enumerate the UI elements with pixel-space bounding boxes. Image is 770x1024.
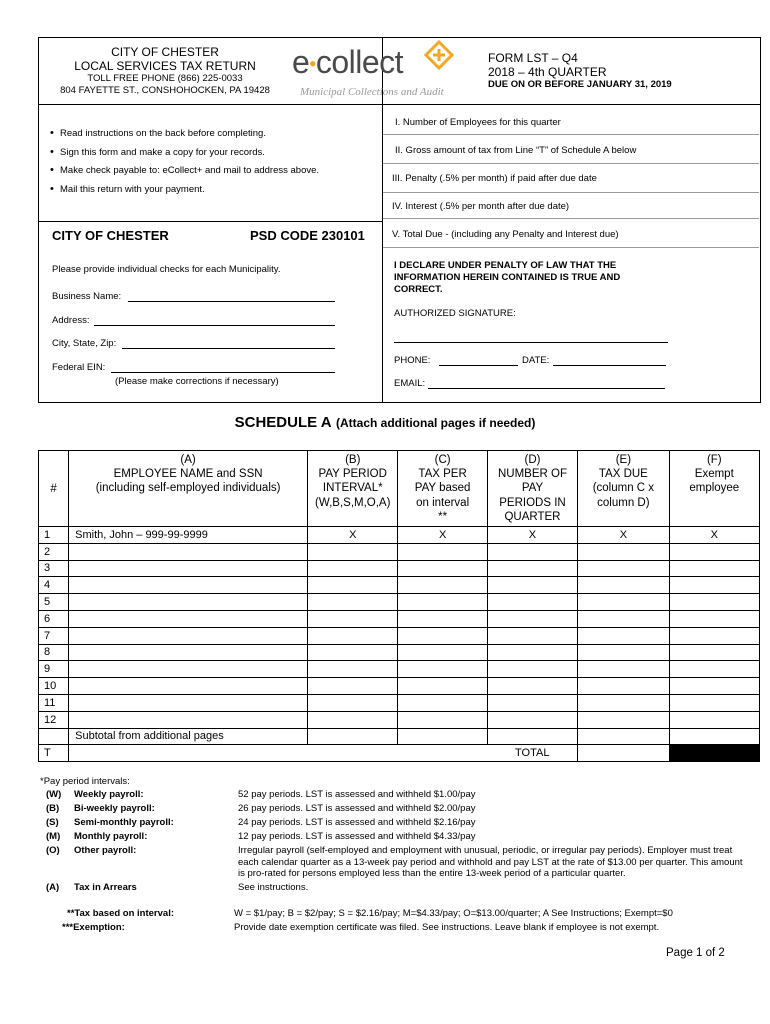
schedule-a-table xyxy=(38,450,760,762)
row-number: 10 xyxy=(39,678,69,695)
city-state-zip-field[interactable] xyxy=(122,348,335,349)
tax-due-cell[interactable]: X xyxy=(578,527,669,544)
signature-field[interactable] xyxy=(394,342,668,343)
schedule-title xyxy=(0,414,770,432)
declaration-text: I DECLARE UNDER PENALTY OF LAW THAT THE INFORMATION HEREIN CONTAINED IS TRUE AND CORRECT. xyxy=(394,260,621,295)
corrections-note: (Please make corrections if necessary) xyxy=(115,376,279,387)
tax-per-pay-cell[interactable]: X xyxy=(398,527,487,544)
legend-heading: *Pay period intervals: xyxy=(40,776,130,787)
col-header-tax-due: (E) TAX DUE (column C x column D) xyxy=(578,451,669,527)
municipality-name: CITY OF CHESTER xyxy=(52,228,169,243)
pay-periods-cell[interactable]: X xyxy=(487,527,577,544)
subtotal-cell[interactable] xyxy=(578,728,669,745)
summary-interest[interactable]: IV. Interest (.5% per month after due date) xyxy=(392,201,570,212)
subtotal-cell[interactable] xyxy=(308,728,398,745)
interval-cell[interactable] xyxy=(308,711,398,728)
exempt-cell[interactable] xyxy=(669,560,759,577)
legend-code: (S) xyxy=(46,817,59,828)
instruction-item: • Sign this form and make a copy for your records. xyxy=(38,147,378,166)
signature-label: AUTHORIZED SIGNATURE: xyxy=(394,308,516,319)
summary-employees[interactable]: I. Number of Employees for this quarter xyxy=(395,117,561,128)
total-row-id: T xyxy=(39,745,69,762)
legend-desc: 24 pay periods. LST is assessed and withheld $2.16/pay xyxy=(238,817,476,828)
legend-code: (B) xyxy=(46,803,60,814)
tax-per-pay-cell[interactable] xyxy=(398,661,487,678)
interval-cell[interactable] xyxy=(308,560,398,577)
table-row xyxy=(39,594,760,611)
email-field[interactable] xyxy=(428,388,665,389)
total-row xyxy=(39,745,760,762)
tax-per-pay-cell[interactable] xyxy=(398,543,487,560)
instruction-item: • Read instructions on the back before completing. xyxy=(38,128,378,147)
subtotal-cell[interactable] xyxy=(487,728,577,745)
table-row xyxy=(39,627,760,644)
tax-interval-label: **Tax based on interval: xyxy=(67,908,174,919)
legend-code: (W) xyxy=(46,789,62,800)
legend-name: Weekly payroll: xyxy=(74,789,144,800)
instruction-item: • Make check payable to: eCollect+ and mail to address above. xyxy=(38,165,378,184)
legend-desc: 12 pay periods. LST is assessed and withheld $4.33/pay xyxy=(238,831,476,842)
tax-due-cell[interactable] xyxy=(578,577,669,594)
exempt-cell[interactable]: X xyxy=(669,527,759,544)
exemption-label: ***Exemption: xyxy=(62,922,125,933)
pay-periods-cell[interactable] xyxy=(487,610,577,627)
tax-per-pay-cell[interactable] xyxy=(398,678,487,695)
summary-line-sep xyxy=(383,134,759,135)
tax-due-cell[interactable] xyxy=(578,594,669,611)
employee-name-cell[interactable] xyxy=(69,627,308,644)
row-number: 3 xyxy=(39,560,69,577)
ecollect-logo xyxy=(292,40,462,102)
form-due-date: DUE ON OR BEFORE JANUARY 31, 2019 xyxy=(488,79,672,90)
legend-row xyxy=(46,831,746,845)
date-label: DATE: xyxy=(522,355,550,366)
employee-name-cell[interactable] xyxy=(69,678,308,695)
tax-due-cell[interactable] xyxy=(578,644,669,661)
tax-due-cell[interactable] xyxy=(578,694,669,711)
tax-per-pay-cell[interactable] xyxy=(398,594,487,611)
legend-name: Other payroll: xyxy=(74,845,137,856)
row-number: 6 xyxy=(39,610,69,627)
subtotal-cell[interactable] xyxy=(398,728,487,745)
logo-collect: collect xyxy=(315,44,404,80)
phone-label: PHONE: xyxy=(394,355,431,366)
employee-name-cell[interactable] xyxy=(69,711,308,728)
legend-desc: Irregular payroll (self-employed and employment with unusual, periodic, or irregular pay periods). Employer must treat each calendar quarter as a 13-week pay period and withhold and pay LST at the rate of $13.00 per quarter. This amount is pro-rated for persons employed less than the entire 13-week period of a particular quarter. xyxy=(238,845,743,879)
legend-desc: 26 pay periods. LST is assessed and withheld $2.00/pay xyxy=(238,803,476,814)
legend-name: Tax in Arrears xyxy=(74,881,137,893)
legend-table xyxy=(46,789,746,896)
interval-cell[interactable] xyxy=(308,661,398,678)
form-quarter: 2018 – 4th QUARTER xyxy=(488,65,607,79)
exempt-cell[interactable] xyxy=(669,678,759,695)
tax-per-pay-cell[interactable] xyxy=(398,694,487,711)
col-header-interval: (B) PAY PERIOD INTERVAL* (W,B,S,M,O,A) xyxy=(308,451,398,527)
pay-periods-cell[interactable] xyxy=(487,661,577,678)
tax-due-cell[interactable] xyxy=(578,678,669,695)
federal-ein-label: Federal EIN: xyxy=(52,362,106,373)
total-spacer xyxy=(69,745,488,762)
exempt-cell[interactable] xyxy=(669,661,759,678)
subtotal-row xyxy=(39,728,760,745)
summary-line-sep xyxy=(383,247,759,248)
pay-periods-cell[interactable] xyxy=(487,627,577,644)
tax-due-cell[interactable] xyxy=(578,560,669,577)
logo-e: e xyxy=(292,44,310,80)
header-divider xyxy=(38,104,760,105)
summary-line-sep xyxy=(383,192,759,193)
row-number: 8 xyxy=(39,644,69,661)
table-row xyxy=(39,644,760,661)
legend-desc: See instructions. xyxy=(238,881,309,893)
pay-periods-cell[interactable] xyxy=(487,594,577,611)
table-row xyxy=(39,610,760,627)
city-state-zip-label: City, State, Zip: xyxy=(52,338,117,349)
pay-periods-cell[interactable] xyxy=(487,543,577,560)
col-header-tax-per-pay: (C) TAX PER PAY based on interval ** xyxy=(398,451,487,527)
summary-gross-tax[interactable]: II. Gross amount of tax from Line “T” of Schedule A below xyxy=(395,145,637,156)
employee-name-cell[interactable] xyxy=(69,694,308,711)
exempt-cell[interactable] xyxy=(669,627,759,644)
summary-line-sep xyxy=(383,218,759,219)
col-header-pay-periods: (D) NUMBER OF PAY PERIODS IN QUARTER xyxy=(487,451,577,527)
table-row xyxy=(39,527,760,544)
federal-ein-field[interactable] xyxy=(111,372,335,373)
exempt-cell[interactable] xyxy=(669,644,759,661)
employee-name-cell[interactable] xyxy=(69,644,308,661)
address-field[interactable] xyxy=(94,325,335,326)
col-header-employee: (A) EMPLOYEE NAME and SSN (including self-employed individuals) xyxy=(69,451,308,527)
tax-due-cell[interactable] xyxy=(578,711,669,728)
legend-row xyxy=(46,803,746,817)
date-field[interactable] xyxy=(553,365,666,366)
table-row xyxy=(39,694,760,711)
header-city: CITY OF CHESTER xyxy=(111,45,219,59)
employee-name-cell[interactable] xyxy=(69,594,308,611)
exempt-cell[interactable] xyxy=(669,594,759,611)
tax-per-pay-cell[interactable] xyxy=(398,610,487,627)
total-label: TOTAL xyxy=(487,745,577,762)
pay-periods-cell[interactable] xyxy=(487,560,577,577)
interval-cell[interactable] xyxy=(308,678,398,695)
row-number: 1 xyxy=(39,527,69,544)
phone-field[interactable] xyxy=(439,365,518,366)
pay-periods-cell[interactable] xyxy=(487,577,577,594)
employee-name-cell[interactable] xyxy=(69,661,308,678)
schedule-title-main: SCHEDULE A xyxy=(234,414,332,431)
legend-code: (A) xyxy=(46,881,60,893)
logo-tagline: Municipal Collections and Audit xyxy=(300,86,444,98)
interval-cell[interactable] xyxy=(308,543,398,560)
tax-due-cell[interactable] xyxy=(578,661,669,678)
row-number: 2 xyxy=(39,543,69,560)
address-label: Address: xyxy=(52,315,90,326)
legend-code: (M) xyxy=(46,831,61,842)
employee-name-cell[interactable] xyxy=(69,560,308,577)
legend-name: Semi-monthly payroll: xyxy=(74,817,174,828)
legend-row xyxy=(46,882,746,896)
pay-periods-cell[interactable] xyxy=(487,644,577,661)
interval-cell[interactable] xyxy=(308,694,398,711)
col-header-exempt: (F) Exempt employee xyxy=(669,451,759,527)
interval-cell[interactable] xyxy=(308,577,398,594)
total-tax-due-cell[interactable] xyxy=(578,745,669,762)
employee-name-cell[interactable] xyxy=(69,543,308,560)
table-row xyxy=(39,661,760,678)
legend-code: (O) xyxy=(46,845,60,856)
subtotal-number-cell xyxy=(39,728,69,745)
table-row xyxy=(39,577,760,594)
employee-name-cell[interactable] xyxy=(69,610,308,627)
row-number: 12 xyxy=(39,711,69,728)
table-header-row xyxy=(39,451,760,527)
tax-per-pay-cell[interactable] xyxy=(398,711,487,728)
row-number: 5 xyxy=(39,594,69,611)
interval-cell[interactable] xyxy=(308,610,398,627)
plus-diamond-icon xyxy=(424,40,454,74)
legend-row xyxy=(46,817,746,831)
summary-line-sep xyxy=(383,163,759,164)
total-blackout-cell xyxy=(669,745,759,762)
tax-due-cell[interactable] xyxy=(578,543,669,560)
tax-due-cell[interactable] xyxy=(578,610,669,627)
row-number: 11 xyxy=(39,694,69,711)
row-number: 9 xyxy=(39,661,69,678)
tax-per-pay-cell[interactable] xyxy=(398,577,487,594)
table-row xyxy=(39,560,760,577)
col-header-number: # xyxy=(39,451,69,527)
form-id: FORM LST – Q4 xyxy=(488,51,578,65)
pay-periods-cell[interactable] xyxy=(487,711,577,728)
summary-penalty[interactable]: III. Penalty (.5% per month) if paid after due date xyxy=(392,173,597,184)
exemption-desc: Provide date exemption certificate was filed. See instructions. Leave blank if employee is not exempt. xyxy=(234,922,660,933)
interval-cell[interactable]: X xyxy=(308,527,398,544)
row-number: 4 xyxy=(39,577,69,594)
legend-row xyxy=(46,789,746,803)
tax-per-pay-cell[interactable] xyxy=(398,627,487,644)
header-left xyxy=(40,45,290,97)
summary-total-due[interactable]: V. Total Due - (including any Penalty and Interest due) xyxy=(392,229,619,240)
instructions-list xyxy=(38,128,378,203)
legend-name: Bi-weekly payroll: xyxy=(74,803,155,814)
tax-per-pay-cell[interactable] xyxy=(398,560,487,577)
municipality-divider xyxy=(38,221,383,222)
exempt-cell[interactable] xyxy=(669,577,759,594)
exempt-cell[interactable] xyxy=(669,711,759,728)
interval-cell[interactable] xyxy=(308,627,398,644)
row-number: 7 xyxy=(39,627,69,644)
tax-per-pay-cell[interactable] xyxy=(398,644,487,661)
subtotal-label: Subtotal from additional pages xyxy=(69,728,308,745)
header-form-type: LOCAL SERVICES TAX RETURN xyxy=(74,59,256,73)
header-right xyxy=(488,51,758,91)
schedule-subtitle: (Attach additional pages if needed) xyxy=(336,416,536,430)
tax-interval-desc: W = $1/pay; B = $2/pay; S = $2.16/pay; M=$4.33/pay; O=$13.00/quarter; A See Instructions; Exempt=$0 xyxy=(234,908,673,919)
table-row xyxy=(39,678,760,695)
business-name-label: Business Name: xyxy=(52,291,122,302)
exempt-cell[interactable] xyxy=(669,694,759,711)
exempt-cell[interactable] xyxy=(669,543,759,560)
employee-name-cell[interactable]: Smith, John – 999-99-9999 xyxy=(69,527,308,544)
header-address: 804 FAYETTE ST., CONSHOHOCKEN, PA 19428 xyxy=(60,85,270,96)
employee-name-cell[interactable] xyxy=(69,577,308,594)
logo-dot: • xyxy=(309,53,316,76)
municipality-note: Please provide individual checks for each Municipality. xyxy=(52,264,281,275)
subtotal-cell[interactable] xyxy=(669,728,759,745)
exempt-cell[interactable] xyxy=(669,610,759,627)
interval-cell[interactable] xyxy=(308,644,398,661)
email-label: EMAIL: xyxy=(394,378,426,389)
page-number: Page 1 of 2 xyxy=(666,947,725,959)
legend-name: Monthly payroll: xyxy=(74,831,148,842)
header-phone: TOLL FREE PHONE (866) 225-0033 xyxy=(87,73,243,84)
table-row xyxy=(39,543,760,560)
legend-row xyxy=(46,845,746,882)
psd-code: PSD CODE 230101 xyxy=(250,228,365,243)
tax-due-cell[interactable] xyxy=(578,627,669,644)
legend-desc: 52 pay periods. LST is assessed and withheld $1.00/pay xyxy=(238,789,476,800)
table-row xyxy=(39,711,760,728)
business-name-field[interactable] xyxy=(128,301,335,302)
pay-periods-cell[interactable] xyxy=(487,694,577,711)
instruction-item: • Mail this return with your payment. xyxy=(38,184,378,203)
interval-cell[interactable] xyxy=(308,594,398,611)
pay-periods-cell[interactable] xyxy=(487,678,577,695)
